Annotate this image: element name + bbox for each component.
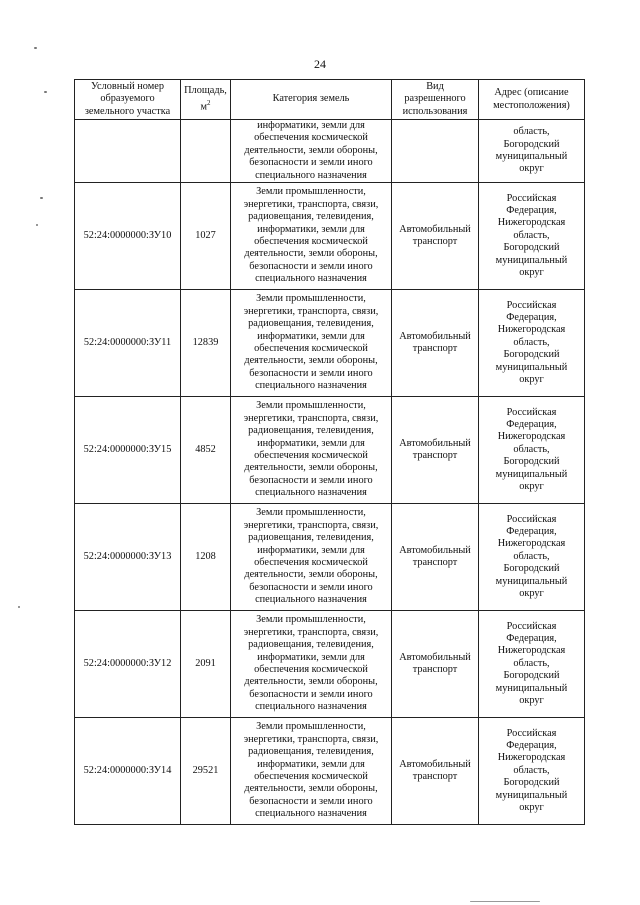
cell-number [75, 120, 181, 183]
address-line: Нижегородская [497, 752, 566, 764]
address-line: округ [519, 802, 544, 814]
cell-address [479, 718, 585, 825]
category-line: радиовещания, телевидения, [248, 746, 374, 758]
cell-area: 2091 [181, 611, 231, 718]
cell-number: 52:24:0000000:ЗУ15 [75, 397, 181, 504]
category-line: радиовещания, телевидения, [248, 425, 374, 437]
address-line: Богородский [503, 777, 560, 789]
address-line: Федерация, [506, 205, 557, 217]
cell-number: 52:24:0000000:ЗУ13 [75, 504, 181, 611]
use-line: транспорт [412, 450, 458, 462]
category-line: радиовещания, телевидения, [248, 532, 374, 544]
address-line: муниципальный [495, 575, 568, 587]
category-line: безопасности и земли иного [249, 260, 373, 272]
use-line: Автомобильный [399, 437, 471, 449]
address-line: Нижегородская [497, 538, 566, 550]
category-line: деятельности, земли обороны, [244, 783, 378, 795]
category-line: информатики, земли для [257, 120, 365, 131]
address-line: муниципальный [495, 468, 568, 480]
category-line: безопасности и земли иного [249, 688, 373, 700]
cell-address [479, 120, 585, 183]
header-use [392, 80, 479, 120]
use-line: Автомобильный [399, 330, 471, 342]
scan-speck [18, 606, 20, 608]
category-line: Земли промышленности, [256, 400, 366, 412]
address-line: муниципальный [495, 254, 568, 266]
cell-use [392, 397, 479, 504]
cell-address [479, 290, 585, 397]
cell-use [392, 290, 479, 397]
header-area-line: Площадь, [184, 84, 227, 96]
address-line: область, [513, 336, 550, 348]
category-line: информатики, земли для [257, 437, 365, 449]
address-line: Богородский [503, 138, 560, 150]
category-line: энергетики, транспорта, связи, [243, 412, 379, 424]
table-row-continuation [75, 120, 585, 183]
cell-category [231, 397, 392, 504]
address-line: Российская [506, 727, 557, 739]
address-line: Российская [506, 620, 557, 632]
header-number [75, 80, 181, 120]
address-line: Богородский [503, 242, 560, 254]
table-row [75, 718, 585, 825]
address-line: Российская [506, 406, 557, 418]
table-row [75, 397, 585, 504]
cell-category [231, 183, 392, 290]
category-line: специального назначения [255, 594, 367, 606]
use-line: транспорт [412, 343, 458, 355]
address-line: Федерация, [506, 633, 557, 645]
cell-address [479, 611, 585, 718]
use-line: Автомобильный [399, 651, 471, 663]
category-line: энергетики, транспорта, связи, [243, 305, 379, 317]
cell-category [231, 290, 392, 397]
cell-area [181, 120, 231, 183]
cell-address [479, 183, 585, 290]
category-line: энергетики, транспорта, связи, [243, 626, 379, 638]
use-line: Автомобильный [399, 544, 471, 556]
category-line: Земли промышленности, [256, 507, 366, 519]
category-line: безопасности и земли иного [249, 795, 373, 807]
cell-number: 52:24:0000000:ЗУ10 [75, 183, 181, 290]
page-number: 24 [314, 57, 326, 71]
address-line: Богородский [503, 349, 560, 361]
address-line: муниципальный [495, 361, 568, 373]
cell-use [392, 504, 479, 611]
category-line: информатики, земли для [257, 544, 365, 556]
use-line: транспорт [412, 236, 458, 248]
address-line: Федерация, [506, 312, 557, 324]
category-line: обеспечения космической [254, 771, 368, 783]
scan-speck [44, 91, 47, 93]
cell-address [479, 397, 585, 504]
use-line: транспорт [412, 664, 458, 676]
category-line: энергетики, транспорта, связи, [243, 198, 379, 210]
scan-speck [470, 901, 540, 902]
category-line: обеспечения космической [254, 557, 368, 569]
address-line: муниципальный [495, 682, 568, 694]
cell-category [231, 611, 392, 718]
category-line: специального назначения [255, 380, 367, 392]
cell-category [231, 504, 392, 611]
category-line: специального назначения [255, 169, 367, 181]
scan-speck [40, 197, 43, 199]
header-number-line: образуемого [100, 93, 155, 105]
cell-use [392, 718, 479, 825]
category-line: Земли промышленности, [256, 293, 366, 305]
address-line: округ [519, 481, 544, 493]
address-line: область, [513, 443, 550, 455]
use-line: Автомобильный [399, 758, 471, 770]
category-line: обеспечения космической [254, 664, 368, 676]
category-line: деятельности, земли обороны, [244, 144, 378, 156]
address-line: область, [513, 764, 550, 776]
category-line: Земли промышленности, [256, 721, 366, 733]
category-line: информатики, земли для [257, 758, 365, 770]
table-row [75, 504, 585, 611]
cell-area: 1208 [181, 504, 231, 611]
header-area [181, 80, 231, 120]
address-line: Нижегородская [497, 645, 566, 657]
cell-area: 1027 [181, 183, 231, 290]
category-line: специального назначения [255, 808, 367, 820]
category-line: специального назначения [255, 273, 367, 285]
cell-category [231, 120, 392, 183]
category-line: безопасности и земли иного [249, 581, 373, 593]
address-line: Богородский [503, 670, 560, 682]
address-line: округ [519, 374, 544, 386]
category-line: радиовещания, телевидения, [248, 318, 374, 330]
header-category-line: Категория земель [272, 93, 350, 105]
category-line: безопасности и земли иного [249, 157, 373, 169]
address-line: область, [513, 657, 550, 669]
cell-area: 12839 [181, 290, 231, 397]
category-line: безопасности и земли иного [249, 367, 373, 379]
address-line: округ [519, 163, 544, 175]
header-address-line: Адрес (описание [494, 87, 569, 99]
address-line: Богородский [503, 563, 560, 575]
header-number-line: Условный номер [91, 80, 164, 92]
category-line: деятельности, земли обороны, [244, 569, 378, 581]
category-line: обеспечения космической [254, 132, 368, 144]
address-line: Федерация, [506, 526, 557, 538]
address-line: округ [519, 588, 544, 600]
category-line: радиовещания, телевидения, [248, 211, 374, 223]
address-line: Федерация, [506, 419, 557, 431]
address-line: область, [513, 550, 550, 562]
category-line: деятельности, земли обороны, [244, 676, 378, 688]
category-line: Земли промышленности, [256, 186, 366, 198]
category-line: обеспечения космической [254, 450, 368, 462]
header-number-line: земельного участка [84, 105, 171, 117]
table-header-row [75, 80, 585, 120]
header-use-line: использования [402, 105, 468, 117]
address-line: Нижегородская [497, 324, 566, 336]
address-line: муниципальный [495, 789, 568, 801]
cell-use [392, 120, 479, 183]
category-line: информатики, земли для [257, 330, 365, 342]
address-line: округ [519, 267, 544, 279]
table-row [75, 611, 585, 718]
category-line: деятельности, земли обороны, [244, 355, 378, 367]
category-line: деятельности, земли обороны, [244, 462, 378, 474]
address-line: Российская [506, 192, 557, 204]
table-row [75, 290, 585, 397]
header-use-line: Вид [426, 80, 444, 92]
header-area-unit [182, 97, 229, 114]
use-line: транспорт [412, 557, 458, 569]
cell-number: 52:24:0000000:ЗУ11 [75, 290, 181, 397]
category-line: информатики, земли для [257, 651, 365, 663]
header-category [231, 80, 392, 120]
header-address-line: местоположения) [493, 99, 570, 111]
category-line: специального назначения [255, 701, 367, 713]
address-line: Федерация, [506, 740, 557, 752]
category-line: обеспечения космической [254, 343, 368, 355]
header-address [479, 80, 585, 120]
category-line: деятельности, земли обороны, [244, 248, 378, 260]
category-line: безопасности и земли иного [249, 474, 373, 486]
address-line: Богородский [503, 456, 560, 468]
cell-number: 52:24:0000000:ЗУ14 [75, 718, 181, 825]
category-line: энергетики, транспорта, связи, [243, 519, 379, 531]
use-line: Автомобильный [399, 223, 471, 235]
table-row [75, 183, 585, 290]
cell-use [392, 611, 479, 718]
address-line: муниципальный [495, 151, 568, 163]
land-plots-table [74, 79, 585, 825]
category-line: обеспечения космической [254, 236, 368, 248]
cell-area: 29521 [181, 718, 231, 825]
header-area-unit-exponent: 2 [207, 99, 211, 108]
header-area-unit-base: м [200, 101, 208, 113]
cell-area: 4852 [181, 397, 231, 504]
category-line: информатики, земли для [257, 223, 365, 235]
cell-category [231, 718, 392, 825]
cell-number: 52:24:0000000:ЗУ12 [75, 611, 181, 718]
address-line: округ [519, 695, 544, 707]
use-line: транспорт [412, 771, 458, 783]
scan-speck [34, 47, 37, 49]
scan-speck [36, 224, 38, 226]
address-line: Нижегородская [497, 431, 566, 443]
cell-use [392, 183, 479, 290]
cell-address [479, 504, 585, 611]
category-line: энергетики, транспорта, связи, [243, 733, 379, 745]
category-line: радиовещания, телевидения, [248, 639, 374, 651]
address-line: Российская [506, 513, 557, 525]
address-line: Нижегородская [497, 217, 566, 229]
category-line: Земли промышленности, [256, 614, 366, 626]
address-line: Российская [506, 299, 557, 311]
category-line: специального назначения [255, 487, 367, 499]
header-use-line: разрешенного [404, 93, 466, 105]
address-line: область, [513, 126, 550, 138]
address-line: область, [513, 229, 550, 241]
